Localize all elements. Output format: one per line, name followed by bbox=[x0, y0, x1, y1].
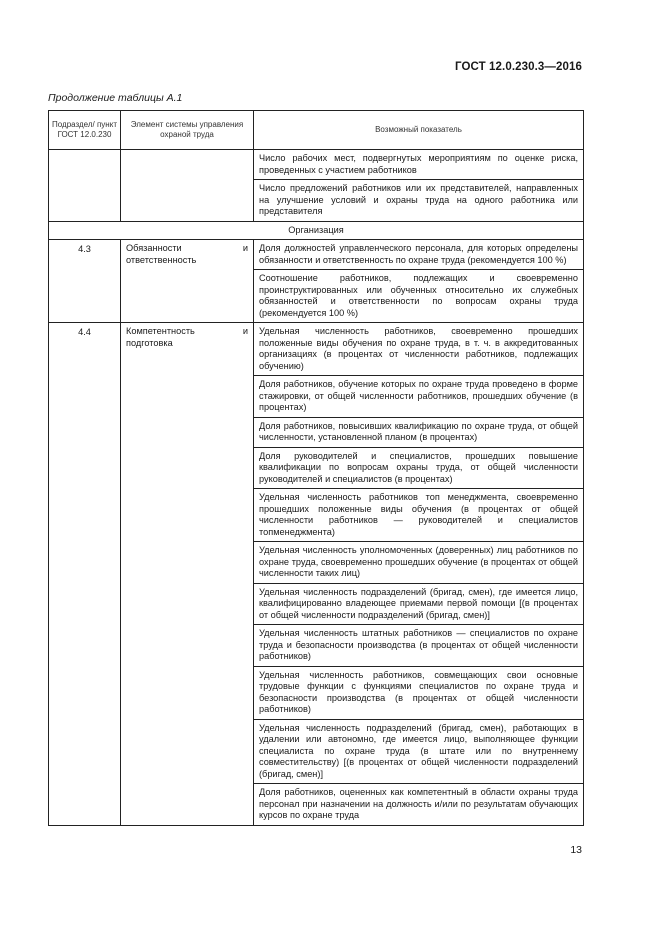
table-continuation-caption: Продолжение таблицы А.1 bbox=[48, 92, 183, 104]
empty-cell bbox=[121, 150, 254, 222]
indicator-cell: Удельная численность уполномоченных (доверенных) лиц работников по охране труда, своевременно прошедших обучение (в процентах от общей численности таких лиц) bbox=[254, 542, 584, 584]
indicator-cell: Доля руководителей и специалистов, прошедших повышение квалификации по вопросам охраны труда, от общей численности руководителей и специалистов (в процентах) bbox=[254, 447, 584, 489]
table-row bbox=[49, 150, 584, 180]
indicator-cell: Удельная численность штатных работников — специалистов по охране труда и безопасности производства (в процентах от общей численности работников) bbox=[254, 625, 584, 667]
indicator-cell: Удельная численность подразделений (бригад, смен), где имеется лицо, квалифицированно владеющее приемами первой помощи [(в процентах от общей численности подразделений (бригад, смен)] bbox=[254, 583, 584, 625]
indicator-table bbox=[48, 110, 584, 826]
document-code: ГОСТ 12.0.230.3—2016 bbox=[455, 61, 582, 73]
indicator-cell: Удельная численность подразделений (бригад, смен), работающих в удалении или автономно, где имеется лицо, выполняющее функции специалиста по охране труда (в штате или по внутреннему совместительству) [(в процентах от общей численности подразделений (бригад, смен)] bbox=[254, 719, 584, 784]
indicator-cell: Доля работников, повысивших квалификацию по охране труда, от общей численности, установленной планом (в процентах) bbox=[254, 417, 584, 447]
subsection-number: 4.4 bbox=[49, 323, 121, 826]
table-row bbox=[49, 240, 584, 270]
indicator-cell: Число предложений работников или их представителей, направленных на улучшение условий и охраны труда на одного работника или представителя bbox=[254, 180, 584, 222]
indicator-cell: Число рабочих мест, подвергнутых мероприятиям по оценке риска, проведенных с участием работников bbox=[254, 150, 584, 180]
indicator-cell: Доля работников, обучение которых по охране труда проведено в форме стажировки, от общей численности работников, прошедших обучение (в процентах) bbox=[254, 376, 584, 418]
section-title: Организация bbox=[49, 221, 584, 240]
indicator-cell: Соотношение работников, подлежащих и своевременно проинструктированных или обученных относительно их служебных обязанностей и ответственности по вопросам охраны труда (рекомендуется 100 %) bbox=[254, 270, 584, 323]
section-row bbox=[49, 221, 584, 240]
indicator-cell: Удельная численность работников топ менеджмента, своевременно прошедших положенные виды обучения (в процентах от общей численности работников — руководителей и специалистов топменеджмента) bbox=[254, 489, 584, 542]
table-row bbox=[49, 323, 584, 376]
subsection-number: 4.3 bbox=[49, 240, 121, 323]
header-element: Элемент системы управления охраной труда bbox=[121, 111, 254, 150]
indicator-cell: Доля работников, оцененных как компетентный в области охраны труда персонал при назначении на должность и/или по результатам обучающих курсов по охране труда bbox=[254, 784, 584, 826]
empty-cell bbox=[49, 150, 121, 222]
indicator-cell: Доля должностей управленческого персонала, для которых определены обязанности и ответственность по охране труда (рекомендуется 100 %) bbox=[254, 240, 584, 270]
header-indicator: Возможный показатель bbox=[254, 111, 584, 150]
header-subsection: Подраздел/ пункт ГОСТ 12.0.230 bbox=[49, 111, 121, 150]
system-element: Компетентность и подготовка bbox=[121, 323, 254, 826]
page-number: 13 bbox=[570, 844, 582, 856]
indicator-cell: Удельная численность работников, своевременно прошедших положенные виды обучения по охране труда, в т. ч. в аккредитованных организациях (в процентах от численности работников, подлежащих обучению) bbox=[254, 323, 584, 376]
indicator-cell: Удельная численность работников, совмещающих свои основные трудовые функции с функциями специалистов по охране труда и безопасности производства (в процентах от общей численности работников) bbox=[254, 666, 584, 719]
system-element: Обязанности и ответственность bbox=[121, 240, 254, 323]
table-header-row bbox=[49, 111, 584, 150]
